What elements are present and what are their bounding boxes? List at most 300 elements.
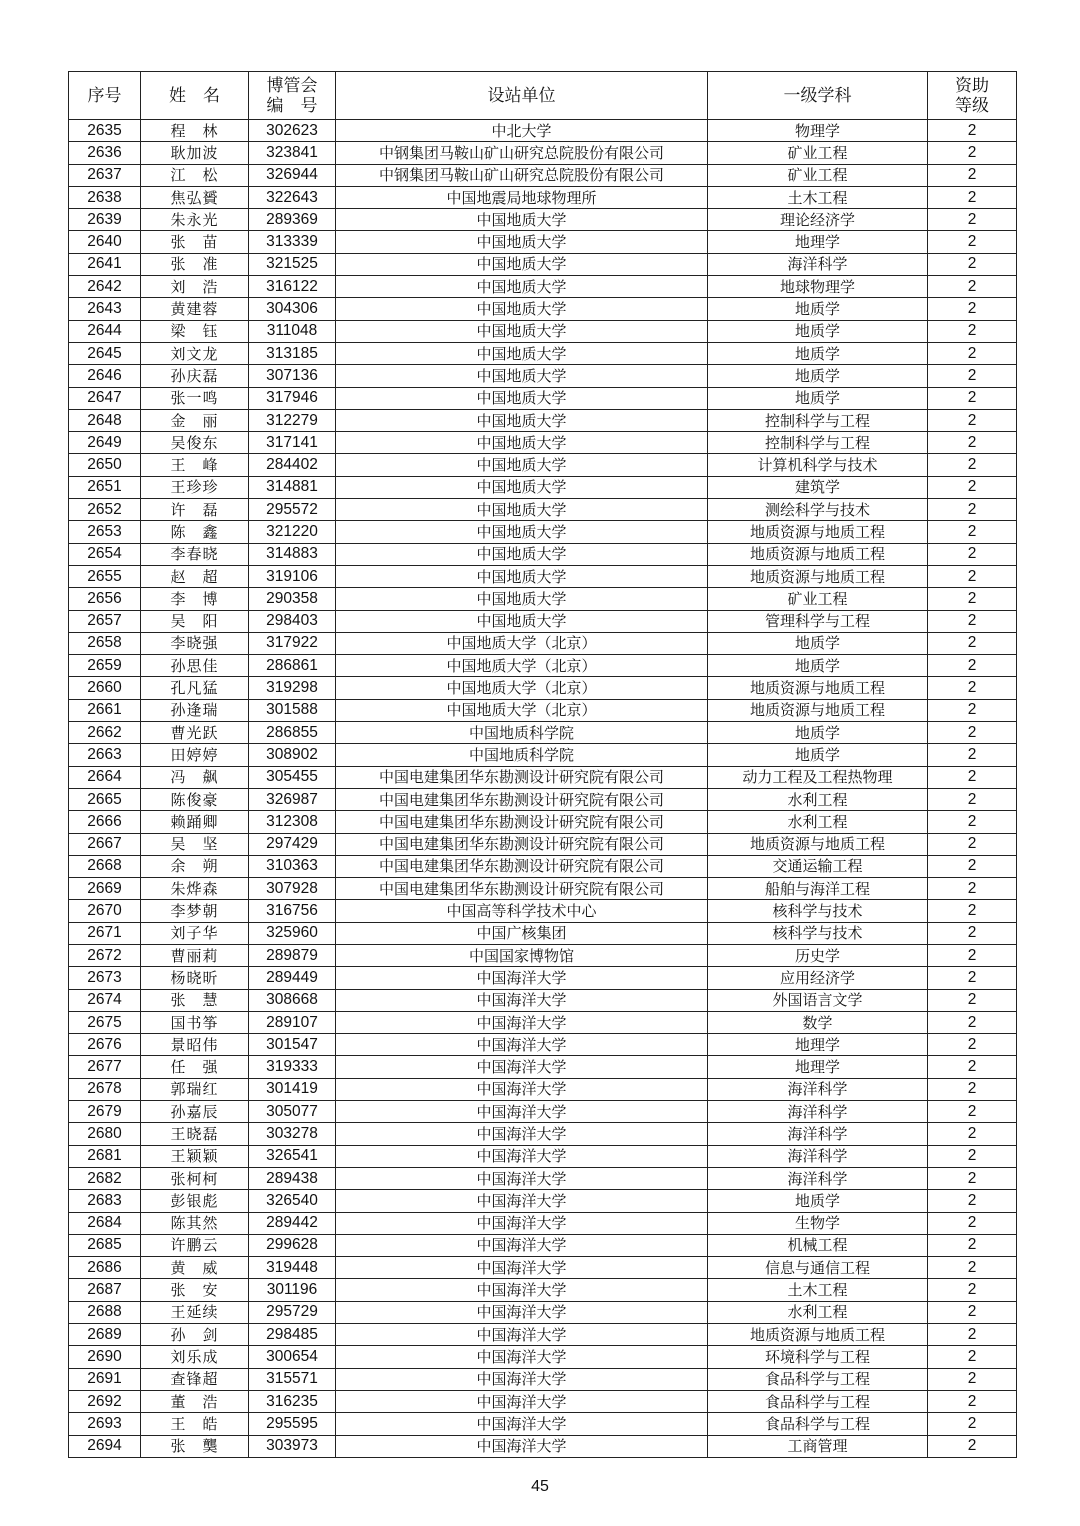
header-name: 姓 名	[141, 72, 249, 120]
cell-grade: 2	[928, 788, 1017, 810]
cell-unit: 中钢集团马鞍山矿山研究总院股份有限公司	[336, 164, 708, 186]
cell-grade: 2	[928, 1413, 1017, 1435]
header-grade-line1: 资助	[955, 75, 989, 96]
cell-name: 陈其然	[141, 1212, 249, 1234]
cell-name: 张 苗	[141, 231, 249, 253]
cell-code: 317141	[249, 432, 336, 454]
cell-seq: 2673	[69, 967, 141, 989]
cell-seq: 2654	[69, 543, 141, 565]
cell-unit: 中国海洋大学	[336, 1212, 708, 1234]
cell-code: 284402	[249, 454, 336, 476]
cell-name: 郭瑞红	[141, 1078, 249, 1100]
cell-code: 289442	[249, 1212, 336, 1234]
cell-code: 301547	[249, 1034, 336, 1056]
table-row	[69, 164, 1017, 186]
cell-seq: 2683	[69, 1190, 141, 1212]
cell-seq: 2679	[69, 1101, 141, 1123]
table-row	[69, 409, 1017, 431]
cell-name: 孙庆磊	[141, 365, 249, 387]
cell-grade: 2	[928, 476, 1017, 498]
cell-name: 吴俊东	[141, 432, 249, 454]
cell-grade: 2	[928, 276, 1017, 298]
cell-unit: 中国地质大学	[336, 543, 708, 565]
cell-seq: 2646	[69, 365, 141, 387]
cell-code: 314881	[249, 476, 336, 498]
cell-grade: 2	[928, 320, 1017, 342]
cell-code: 286855	[249, 722, 336, 744]
cell-code: 319106	[249, 565, 336, 587]
header-grade-line2: 等级	[955, 95, 989, 116]
cell-grade: 2	[928, 209, 1017, 231]
cell-seq: 2640	[69, 231, 141, 253]
cell-name: 孙 剑	[141, 1324, 249, 1346]
cell-unit: 中国海洋大学	[336, 1078, 708, 1100]
cell-grade: 2	[928, 722, 1017, 744]
table-row	[69, 521, 1017, 543]
cell-name: 张一鸣	[141, 387, 249, 409]
cell-seq: 2636	[69, 142, 141, 164]
cell-code: 289879	[249, 944, 336, 966]
header-code-line2: 编 号	[266, 95, 318, 116]
cell-code: 314883	[249, 543, 336, 565]
cell-name: 张 安	[141, 1279, 249, 1301]
cell-name: 程 林	[141, 120, 249, 142]
table-row	[69, 833, 1017, 855]
cell-grade: 2	[928, 1123, 1017, 1145]
cell-grade: 2	[928, 744, 1017, 766]
table-row	[69, 1413, 1017, 1435]
cell-discipline: 地质资源与地质工程	[708, 565, 928, 587]
cell-code: 301419	[249, 1078, 336, 1100]
cell-code: 326540	[249, 1190, 336, 1212]
cell-seq: 2647	[69, 387, 141, 409]
cell-unit: 中国海洋大学	[336, 1101, 708, 1123]
cell-unit: 中国地质大学	[336, 565, 708, 587]
cell-seq: 2649	[69, 432, 141, 454]
cell-code: 313185	[249, 342, 336, 364]
cell-code: 312308	[249, 811, 336, 833]
cell-name: 王颖颖	[141, 1145, 249, 1167]
cell-grade: 2	[928, 1078, 1017, 1100]
cell-unit: 中国地质大学	[336, 342, 708, 364]
cell-name: 孙思佳	[141, 655, 249, 677]
cell-code: 298485	[249, 1324, 336, 1346]
cell-code: 305455	[249, 766, 336, 788]
cell-unit: 中国地质大学	[336, 209, 708, 231]
cell-name: 陈俊豪	[141, 788, 249, 810]
table-row	[69, 454, 1017, 476]
cell-grade: 2	[928, 120, 1017, 142]
cell-unit: 中国海洋大学	[336, 1390, 708, 1412]
table-row	[69, 1056, 1017, 1078]
cell-seq: 2671	[69, 922, 141, 944]
table-row	[69, 365, 1017, 387]
cell-code: 303278	[249, 1123, 336, 1145]
cell-discipline: 矿业工程	[708, 588, 928, 610]
cell-grade: 2	[928, 164, 1017, 186]
cell-seq: 2637	[69, 164, 141, 186]
table-row	[69, 1034, 1017, 1056]
table-row	[69, 253, 1017, 275]
table-row	[69, 1145, 1017, 1167]
cell-unit: 中国地质大学	[336, 276, 708, 298]
cell-name: 吴 坚	[141, 833, 249, 855]
table-row	[69, 1346, 1017, 1368]
cell-seq: 2662	[69, 722, 141, 744]
cell-unit: 中国海洋大学	[336, 1056, 708, 1078]
cell-unit: 中国电建集团华东勘测设计研究院有限公司	[336, 766, 708, 788]
cell-code: 295572	[249, 499, 336, 521]
cell-name: 许 磊	[141, 499, 249, 521]
cell-code: 289438	[249, 1167, 336, 1189]
cell-grade: 2	[928, 855, 1017, 877]
cell-seq: 2661	[69, 699, 141, 721]
cell-discipline: 地质学	[708, 387, 928, 409]
cell-name: 李 博	[141, 588, 249, 610]
table-row	[69, 900, 1017, 922]
cell-unit: 中国地质大学	[336, 298, 708, 320]
cell-code: 299628	[249, 1234, 336, 1256]
table-row	[69, 1257, 1017, 1279]
table-row	[69, 878, 1017, 900]
table-row	[69, 1234, 1017, 1256]
cell-unit: 中国电建集团华东勘测设计研究院有限公司	[336, 833, 708, 855]
cell-discipline: 地质资源与地质工程	[708, 677, 928, 699]
cell-seq: 2657	[69, 610, 141, 632]
cell-name: 彭银彪	[141, 1190, 249, 1212]
cell-grade: 2	[928, 253, 1017, 275]
header-grade	[928, 72, 1017, 120]
cell-discipline: 地质资源与地质工程	[708, 543, 928, 565]
cell-name: 余 朔	[141, 855, 249, 877]
cell-discipline: 核科学与技术	[708, 900, 928, 922]
cell-discipline: 海洋科学	[708, 1078, 928, 1100]
cell-discipline: 地球物理学	[708, 276, 928, 298]
cell-unit: 中国地质大学	[336, 521, 708, 543]
table-row	[69, 1279, 1017, 1301]
cell-name: 耿加波	[141, 142, 249, 164]
cell-seq: 2689	[69, 1324, 141, 1346]
cell-discipline: 地质资源与地质工程	[708, 521, 928, 543]
table-row	[69, 387, 1017, 409]
cell-seq: 2693	[69, 1413, 141, 1435]
cell-discipline: 机械工程	[708, 1234, 928, 1256]
cell-unit: 中钢集团马鞍山矿山研究总院股份有限公司	[336, 142, 708, 164]
cell-unit: 中国地质大学（北京）	[336, 699, 708, 721]
cell-grade: 2	[928, 1011, 1017, 1033]
cell-code: 316235	[249, 1390, 336, 1412]
cell-discipline: 信息与通信工程	[708, 1257, 928, 1279]
cell-unit: 中国海洋大学	[336, 1346, 708, 1368]
cell-grade: 2	[928, 677, 1017, 699]
cell-grade: 2	[928, 632, 1017, 654]
cell-discipline: 矿业工程	[708, 164, 928, 186]
cell-name: 查锋超	[141, 1368, 249, 1390]
cell-unit: 中国地质大学（北京）	[336, 632, 708, 654]
cell-code: 297429	[249, 833, 336, 855]
table-body	[69, 120, 1017, 1458]
cell-code: 290358	[249, 588, 336, 610]
cell-name: 刘 浩	[141, 276, 249, 298]
cell-name: 王珍珍	[141, 476, 249, 498]
cell-seq: 2642	[69, 276, 141, 298]
table-row	[69, 788, 1017, 810]
cell-discipline: 地理学	[708, 231, 928, 253]
cell-discipline: 海洋科学	[708, 253, 928, 275]
cell-seq: 2672	[69, 944, 141, 966]
cell-discipline: 地质资源与地质工程	[708, 833, 928, 855]
cell-name: 曹丽莉	[141, 944, 249, 966]
postdoc-funding-table	[68, 71, 1017, 1458]
cell-name: 金 丽	[141, 409, 249, 431]
cell-discipline: 地质学	[708, 365, 928, 387]
cell-seq: 2686	[69, 1257, 141, 1279]
cell-name: 焦弘贇	[141, 186, 249, 208]
cell-discipline: 地质资源与地质工程	[708, 699, 928, 721]
cell-code: 305077	[249, 1101, 336, 1123]
table-row	[69, 855, 1017, 877]
cell-discipline: 交通运输工程	[708, 855, 928, 877]
cell-code: 325960	[249, 922, 336, 944]
cell-unit: 中国海洋大学	[336, 1257, 708, 1279]
cell-seq: 2639	[69, 209, 141, 231]
cell-name: 王延续	[141, 1301, 249, 1323]
cell-discipline: 海洋科学	[708, 1167, 928, 1189]
table-row	[69, 142, 1017, 164]
cell-unit: 中国海洋大学	[336, 1435, 708, 1457]
table-header-row	[69, 72, 1017, 120]
cell-seq: 2687	[69, 1279, 141, 1301]
table-row	[69, 967, 1017, 989]
cell-code: 323841	[249, 142, 336, 164]
cell-discipline: 海洋科学	[708, 1123, 928, 1145]
cell-seq: 2668	[69, 855, 141, 877]
cell-code: 310363	[249, 855, 336, 877]
cell-seq: 2675	[69, 1011, 141, 1033]
table-row	[69, 811, 1017, 833]
table-row	[69, 432, 1017, 454]
cell-unit: 中国地质科学院	[336, 722, 708, 744]
cell-code: 286861	[249, 655, 336, 677]
cell-seq: 2692	[69, 1390, 141, 1412]
cell-seq: 2656	[69, 588, 141, 610]
table-row	[69, 1011, 1017, 1033]
cell-grade: 2	[928, 186, 1017, 208]
cell-grade: 2	[928, 1034, 1017, 1056]
table-row	[69, 744, 1017, 766]
cell-unit: 中国地质大学	[336, 253, 708, 275]
cell-grade: 2	[928, 1390, 1017, 1412]
cell-grade: 2	[928, 409, 1017, 431]
cell-seq: 2635	[69, 120, 141, 142]
table-row	[69, 655, 1017, 677]
cell-code: 295729	[249, 1301, 336, 1323]
cell-discipline: 控制科学与工程	[708, 409, 928, 431]
cell-seq: 2677	[69, 1056, 141, 1078]
cell-discipline: 地质学	[708, 722, 928, 744]
cell-name: 朱烨森	[141, 878, 249, 900]
table-row	[69, 209, 1017, 231]
cell-unit: 中国海洋大学	[336, 1324, 708, 1346]
table-row	[69, 922, 1017, 944]
cell-unit: 中国地质大学	[336, 476, 708, 498]
table-row	[69, 610, 1017, 632]
cell-seq: 2690	[69, 1346, 141, 1368]
cell-seq: 2653	[69, 521, 141, 543]
table-row	[69, 1101, 1017, 1123]
cell-unit: 中国地质大学	[336, 432, 708, 454]
cell-name: 景昭伟	[141, 1034, 249, 1056]
table-row	[69, 699, 1017, 721]
cell-unit: 中国电建集团华东勘测设计研究院有限公司	[336, 878, 708, 900]
cell-seq: 2655	[69, 565, 141, 587]
cell-name: 陈 鑫	[141, 521, 249, 543]
header-discipline: 一级学科	[708, 72, 928, 120]
cell-name: 刘子华	[141, 922, 249, 944]
cell-discipline: 工商管理	[708, 1435, 928, 1457]
cell-seq: 2665	[69, 788, 141, 810]
cell-name: 冯 飙	[141, 766, 249, 788]
table-row	[69, 499, 1017, 521]
cell-discipline: 矿业工程	[708, 142, 928, 164]
cell-name: 李梦朝	[141, 900, 249, 922]
cell-grade: 2	[928, 454, 1017, 476]
cell-code: 317946	[249, 387, 336, 409]
table-row	[69, 1368, 1017, 1390]
cell-code: 311048	[249, 320, 336, 342]
cell-code: 319333	[249, 1056, 336, 1078]
cell-discipline: 水利工程	[708, 1301, 928, 1323]
header-code-line1: 博管会	[266, 75, 318, 96]
cell-discipline: 土木工程	[708, 186, 928, 208]
cell-discipline: 动力工程及工程热物理	[708, 766, 928, 788]
cell-discipline: 物理学	[708, 120, 928, 142]
cell-name: 许鹏云	[141, 1234, 249, 1256]
cell-code: 326541	[249, 1145, 336, 1167]
cell-unit: 中国地质大学	[336, 387, 708, 409]
cell-code: 301588	[249, 699, 336, 721]
table-row	[69, 543, 1017, 565]
cell-name: 国书筝	[141, 1011, 249, 1033]
cell-name: 刘乐成	[141, 1346, 249, 1368]
header-seq: 序号	[69, 72, 141, 120]
cell-unit: 中国地质科学院	[336, 744, 708, 766]
cell-grade: 2	[928, 1234, 1017, 1256]
cell-discipline: 海洋科学	[708, 1145, 928, 1167]
cell-seq: 2685	[69, 1234, 141, 1256]
cell-discipline: 船舶与海洋工程	[708, 878, 928, 900]
table-row	[69, 476, 1017, 498]
cell-seq: 2663	[69, 744, 141, 766]
cell-discipline: 管理科学与工程	[708, 610, 928, 632]
cell-grade: 2	[928, 565, 1017, 587]
header-unit: 设站单位	[336, 72, 708, 120]
cell-grade: 2	[928, 1145, 1017, 1167]
cell-code: 316756	[249, 900, 336, 922]
cell-seq: 2681	[69, 1145, 141, 1167]
cell-name: 张 慧	[141, 989, 249, 1011]
cell-name: 张 龑	[141, 1435, 249, 1457]
cell-unit: 中国海洋大学	[336, 1234, 708, 1256]
cell-unit: 中国地质大学	[336, 588, 708, 610]
cell-unit: 中北大学	[336, 120, 708, 142]
cell-code: 300654	[249, 1346, 336, 1368]
cell-unit: 中国海洋大学	[336, 1011, 708, 1033]
cell-seq: 2650	[69, 454, 141, 476]
cell-code: 313339	[249, 231, 336, 253]
cell-code: 308902	[249, 744, 336, 766]
table-row	[69, 1390, 1017, 1412]
table-row	[69, 1167, 1017, 1189]
cell-grade: 2	[928, 1257, 1017, 1279]
table-row	[69, 1190, 1017, 1212]
cell-discipline: 地质学	[708, 655, 928, 677]
cell-grade: 2	[928, 1324, 1017, 1346]
cell-grade: 2	[928, 1368, 1017, 1390]
cell-grade: 2	[928, 1435, 1017, 1457]
cell-name: 孙嘉辰	[141, 1101, 249, 1123]
cell-unit: 中国海洋大学	[336, 1123, 708, 1145]
cell-discipline: 地质学	[708, 342, 928, 364]
cell-unit: 中国海洋大学	[336, 967, 708, 989]
cell-discipline: 测绘科学与技术	[708, 499, 928, 521]
table-row	[69, 944, 1017, 966]
cell-grade: 2	[928, 142, 1017, 164]
table-row	[69, 342, 1017, 364]
cell-name: 江 松	[141, 164, 249, 186]
page-number: 45	[531, 1478, 549, 1495]
cell-discipline: 地理学	[708, 1056, 928, 1078]
cell-seq: 2676	[69, 1034, 141, 1056]
cell-seq: 2643	[69, 298, 141, 320]
cell-grade: 2	[928, 944, 1017, 966]
cell-grade: 2	[928, 833, 1017, 855]
cell-grade: 2	[928, 989, 1017, 1011]
cell-code: 317922	[249, 632, 336, 654]
cell-unit: 中国电建集团华东勘测设计研究院有限公司	[336, 788, 708, 810]
cell-discipline: 历史学	[708, 944, 928, 966]
cell-discipline: 地质学	[708, 298, 928, 320]
cell-discipline: 食品科学与工程	[708, 1413, 928, 1435]
cell-code: 295595	[249, 1413, 336, 1435]
cell-grade: 2	[928, 1101, 1017, 1123]
cell-unit: 中国地震局地球物理所	[336, 186, 708, 208]
cell-discipline: 水利工程	[708, 788, 928, 810]
cell-discipline: 建筑学	[708, 476, 928, 498]
cell-discipline: 地质学	[708, 744, 928, 766]
cell-seq: 2660	[69, 677, 141, 699]
cell-discipline: 应用经济学	[708, 967, 928, 989]
cell-code: 304306	[249, 298, 336, 320]
cell-seq: 2684	[69, 1212, 141, 1234]
cell-discipline: 地理学	[708, 1034, 928, 1056]
cell-name: 刘文龙	[141, 342, 249, 364]
cell-discipline: 地质学	[708, 632, 928, 654]
cell-grade: 2	[928, 900, 1017, 922]
table-row	[69, 1078, 1017, 1100]
cell-seq: 2666	[69, 811, 141, 833]
cell-code: 326987	[249, 788, 336, 810]
cell-name: 吴 阳	[141, 610, 249, 632]
table-row	[69, 1301, 1017, 1323]
cell-unit: 中国电建集团华东勘测设计研究院有限公司	[336, 855, 708, 877]
cell-discipline: 水利工程	[708, 811, 928, 833]
cell-grade: 2	[928, 1190, 1017, 1212]
cell-name: 杨晓昕	[141, 967, 249, 989]
cell-unit: 中国广核集团	[336, 922, 708, 944]
cell-code: 321220	[249, 521, 336, 543]
cell-seq: 2659	[69, 655, 141, 677]
